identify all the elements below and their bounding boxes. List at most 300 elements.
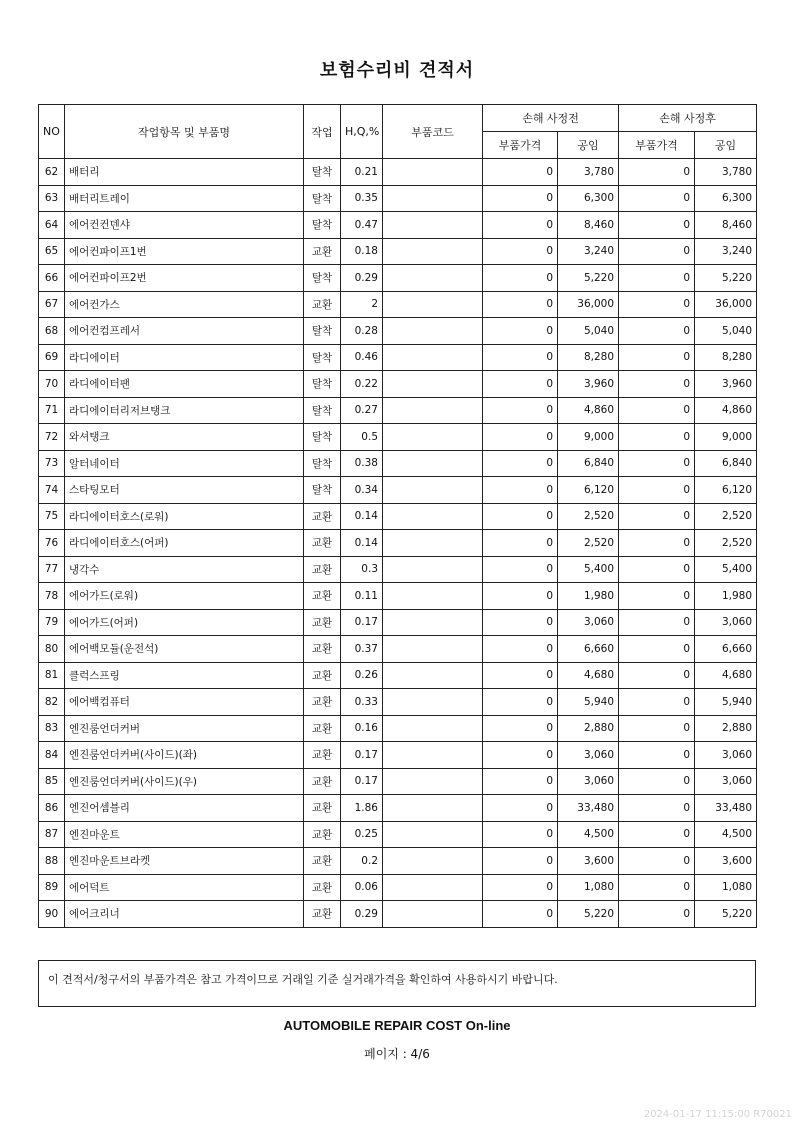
row-no: 67	[39, 291, 65, 318]
before-labor: 6,300	[558, 185, 619, 212]
before-part-price: 0	[483, 503, 558, 530]
after-labor: 1,080	[695, 874, 757, 901]
before-part-price: 0	[483, 344, 558, 371]
after-labor: 3,060	[695, 742, 757, 769]
before-part-price: 0	[483, 742, 558, 769]
item-name: 엔진마운트브라켓	[65, 848, 304, 875]
table-row	[39, 477, 757, 504]
before-part-price: 0	[483, 848, 558, 875]
item-name: 라디에이터호스(로워)	[65, 503, 304, 530]
before-part-price: 0	[483, 265, 558, 292]
table-row	[39, 609, 757, 636]
hq-value: 0.3	[341, 556, 383, 583]
item-name: 엔진어셈블리	[65, 795, 304, 822]
row-no: 75	[39, 503, 65, 530]
part-code	[383, 821, 483, 848]
before-labor: 5,940	[558, 689, 619, 716]
table-row	[39, 291, 757, 318]
table-row	[39, 848, 757, 875]
before-part-price: 0	[483, 768, 558, 795]
hq-value: 0.5	[341, 424, 383, 451]
part-code	[383, 530, 483, 557]
table-row	[39, 874, 757, 901]
work-type: 교환	[304, 609, 341, 636]
after-part-price: 0	[619, 662, 695, 689]
part-code	[383, 238, 483, 265]
work-type: 교환	[304, 874, 341, 901]
work-type: 탈착	[304, 318, 341, 345]
before-part-price: 0	[483, 583, 558, 610]
before-labor: 6,660	[558, 636, 619, 663]
work-type: 교환	[304, 503, 341, 530]
before-part-price: 0	[483, 159, 558, 186]
item-name: 엔진룸언더커버(사이드)(우)	[65, 768, 304, 795]
before-labor: 33,480	[558, 795, 619, 822]
table-row	[39, 636, 757, 663]
hq-value: 0.18	[341, 238, 383, 265]
table-row	[39, 768, 757, 795]
before-labor: 3,060	[558, 609, 619, 636]
before-part-price: 0	[483, 874, 558, 901]
item-name: 엔진룸언더커버(사이드)(좌)	[65, 742, 304, 769]
after-part-price: 0	[619, 848, 695, 875]
before-labor: 3,060	[558, 768, 619, 795]
after-part-price: 0	[619, 583, 695, 610]
after-labor: 3,780	[695, 159, 757, 186]
row-no: 82	[39, 689, 65, 716]
part-code	[383, 715, 483, 742]
item-name: 엔진룸언더커버	[65, 715, 304, 742]
part-code	[383, 874, 483, 901]
row-no: 70	[39, 371, 65, 398]
before-part-price: 0	[483, 450, 558, 477]
row-no: 65	[39, 238, 65, 265]
hq-value: 0.17	[341, 768, 383, 795]
before-labor: 2,520	[558, 530, 619, 557]
hq-value: 0.26	[341, 662, 383, 689]
after-labor: 3,060	[695, 609, 757, 636]
part-code	[383, 371, 483, 398]
row-no: 63	[39, 185, 65, 212]
after-labor: 5,400	[695, 556, 757, 583]
before-labor: 8,460	[558, 212, 619, 239]
part-code	[383, 609, 483, 636]
work-type: 교환	[304, 768, 341, 795]
before-labor: 5,400	[558, 556, 619, 583]
after-labor: 3,060	[695, 768, 757, 795]
item-name: 알터네이터	[65, 450, 304, 477]
before-part-price: 0	[483, 212, 558, 239]
after-part-price: 0	[619, 397, 695, 424]
table-row	[39, 689, 757, 716]
table-row	[39, 503, 757, 530]
before-part-price: 0	[483, 795, 558, 822]
part-code	[383, 265, 483, 292]
row-no: 62	[39, 159, 65, 186]
before-part-price: 0	[483, 424, 558, 451]
item-name: 라디에이터팬	[65, 371, 304, 398]
table-row	[39, 450, 757, 477]
part-code	[383, 636, 483, 663]
before-part-price: 0	[483, 371, 558, 398]
table-row	[39, 583, 757, 610]
table-row	[39, 821, 757, 848]
after-part-price: 0	[619, 185, 695, 212]
part-code	[383, 397, 483, 424]
before-labor: 2,520	[558, 503, 619, 530]
header-work: 작업	[304, 105, 341, 159]
table-row	[39, 795, 757, 822]
before-part-price: 0	[483, 318, 558, 345]
before-part-price: 0	[483, 821, 558, 848]
before-labor: 1,080	[558, 874, 619, 901]
table-row	[39, 265, 757, 292]
before-part-price: 0	[483, 609, 558, 636]
hq-value: 0.11	[341, 583, 383, 610]
hq-value: 2	[341, 291, 383, 318]
work-type: 탈착	[304, 265, 341, 292]
hq-value: 0.38	[341, 450, 383, 477]
hq-value: 0.47	[341, 212, 383, 239]
hq-value: 0.14	[341, 503, 383, 530]
document-title: 보험수리비 견적서	[319, 60, 475, 81]
after-labor: 6,660	[695, 636, 757, 663]
part-code	[383, 424, 483, 451]
after-labor: 3,240	[695, 238, 757, 265]
before-part-price: 0	[483, 397, 558, 424]
work-type: 탈착	[304, 397, 341, 424]
after-labor: 3,600	[695, 848, 757, 875]
part-code	[383, 795, 483, 822]
work-type: 교환	[304, 689, 341, 716]
table-row	[39, 185, 757, 212]
notice-box	[38, 960, 756, 1007]
row-no: 68	[39, 318, 65, 345]
table-row	[39, 159, 757, 186]
after-part-price: 0	[619, 742, 695, 769]
hq-value: 0.28	[341, 318, 383, 345]
work-type: 탈착	[304, 212, 341, 239]
table-row	[39, 424, 757, 451]
row-no: 88	[39, 848, 65, 875]
before-part-price: 0	[483, 636, 558, 663]
before-labor: 6,120	[558, 477, 619, 504]
hq-value: 0.14	[341, 530, 383, 557]
work-type: 교환	[304, 556, 341, 583]
after-part-price: 0	[619, 291, 695, 318]
before-labor: 5,040	[558, 318, 619, 345]
part-code	[383, 742, 483, 769]
after-part-price: 0	[619, 265, 695, 292]
part-code	[383, 556, 483, 583]
item-name: 스타팅모터	[65, 477, 304, 504]
after-labor: 5,940	[695, 689, 757, 716]
header-before-labor: 공임	[558, 132, 619, 159]
after-labor: 6,120	[695, 477, 757, 504]
work-type: 교환	[304, 795, 341, 822]
item-name: 에어컨가스	[65, 291, 304, 318]
brand-footer: AUTOMOBILE REPAIR COST On-line	[283, 1018, 511, 1033]
work-type: 교환	[304, 901, 341, 928]
work-type: 교환	[304, 530, 341, 557]
after-part-price: 0	[619, 450, 695, 477]
item-name: 에어가드(로워)	[65, 583, 304, 610]
item-name: 에어가드(어퍼)	[65, 609, 304, 636]
before-labor: 3,240	[558, 238, 619, 265]
part-code	[383, 503, 483, 530]
header-before-part-price: 부품가격	[483, 132, 558, 159]
header-before-assessment: 손해 사정전	[483, 105, 619, 132]
before-part-price: 0	[483, 901, 558, 928]
item-name: 에어덕트	[65, 874, 304, 901]
after-labor: 3,960	[695, 371, 757, 398]
item-name: 라디에이터호스(어퍼)	[65, 530, 304, 557]
notice-text: 이 견적서/청구서의 부품가격은 참고 가격이므로 거래일 기준 실거래가격을 확인하여 사용하시기 바랍니다.	[48, 973, 558, 986]
after-labor: 2,880	[695, 715, 757, 742]
row-no: 69	[39, 344, 65, 371]
row-no: 86	[39, 795, 65, 822]
hq-value: 0.33	[341, 689, 383, 716]
item-name: 에어컨컴프레서	[65, 318, 304, 345]
row-no: 72	[39, 424, 65, 451]
table-row	[39, 901, 757, 928]
work-type: 탈착	[304, 450, 341, 477]
item-name: 라디에이터	[65, 344, 304, 371]
before-labor: 6,840	[558, 450, 619, 477]
hq-value: 0.21	[341, 159, 383, 186]
part-code	[383, 344, 483, 371]
work-type: 탈착	[304, 344, 341, 371]
header-after-part-price: 부품가격	[619, 132, 695, 159]
table-row	[39, 662, 757, 689]
hq-value: 0.27	[341, 397, 383, 424]
item-name: 배터리	[65, 159, 304, 186]
after-part-price: 0	[619, 636, 695, 663]
item-name: 클럭스프링	[65, 662, 304, 689]
part-code	[383, 291, 483, 318]
before-part-price: 0	[483, 530, 558, 557]
after-part-price: 0	[619, 503, 695, 530]
work-type: 교환	[304, 583, 341, 610]
table-row	[39, 212, 757, 239]
after-labor: 5,220	[695, 265, 757, 292]
after-part-price: 0	[619, 768, 695, 795]
after-part-price: 0	[619, 424, 695, 451]
work-type: 탈착	[304, 371, 341, 398]
row-no: 90	[39, 901, 65, 928]
after-labor: 4,500	[695, 821, 757, 848]
before-labor: 3,960	[558, 371, 619, 398]
part-code	[383, 318, 483, 345]
hq-value: 0.25	[341, 821, 383, 848]
hq-value: 0.17	[341, 609, 383, 636]
item-name: 에어컨컨덴샤	[65, 212, 304, 239]
row-no: 84	[39, 742, 65, 769]
after-labor: 9,000	[695, 424, 757, 451]
hq-value: 0.22	[341, 371, 383, 398]
after-part-price: 0	[619, 371, 695, 398]
header-no: NO	[39, 105, 65, 159]
item-name: 에어컨파이프2번	[65, 265, 304, 292]
after-part-price: 0	[619, 238, 695, 265]
table-row	[39, 371, 757, 398]
part-code	[383, 901, 483, 928]
part-code	[383, 450, 483, 477]
work-type: 교환	[304, 238, 341, 265]
row-no: 79	[39, 609, 65, 636]
after-labor: 1,980	[695, 583, 757, 610]
part-code	[383, 159, 483, 186]
before-part-price: 0	[483, 185, 558, 212]
item-name: 에어컨파이프1번	[65, 238, 304, 265]
row-no: 80	[39, 636, 65, 663]
after-labor: 4,680	[695, 662, 757, 689]
hq-value: 1.86	[341, 795, 383, 822]
table-row	[39, 344, 757, 371]
after-part-price: 0	[619, 159, 695, 186]
table-row	[39, 556, 757, 583]
item-name: 라디에이터리저브탱크	[65, 397, 304, 424]
before-labor: 9,000	[558, 424, 619, 451]
estimate-table	[38, 104, 757, 928]
item-name: 엔진마운트	[65, 821, 304, 848]
after-labor: 5,040	[695, 318, 757, 345]
before-labor: 8,280	[558, 344, 619, 371]
hq-value: 0.35	[341, 185, 383, 212]
header-after-assessment: 손해 사정후	[619, 105, 757, 132]
part-code	[383, 477, 483, 504]
work-type: 탈착	[304, 159, 341, 186]
table-row	[39, 742, 757, 769]
row-no: 71	[39, 397, 65, 424]
hq-value: 0.29	[341, 901, 383, 928]
table-row	[39, 238, 757, 265]
before-labor: 1,980	[558, 583, 619, 610]
header-item: 작업항목 및 부품명	[65, 105, 304, 159]
after-labor: 5,220	[695, 901, 757, 928]
after-part-price: 0	[619, 689, 695, 716]
part-code	[383, 185, 483, 212]
row-no: 74	[39, 477, 65, 504]
hq-value: 0.17	[341, 742, 383, 769]
after-labor: 2,520	[695, 530, 757, 557]
after-part-price: 0	[619, 901, 695, 928]
before-labor: 2,880	[558, 715, 619, 742]
before-labor: 3,060	[558, 742, 619, 769]
table-row	[39, 397, 757, 424]
work-type: 교환	[304, 662, 341, 689]
part-code	[383, 583, 483, 610]
before-labor: 3,600	[558, 848, 619, 875]
part-code	[383, 768, 483, 795]
after-labor: 8,460	[695, 212, 757, 239]
item-name: 에어백컴퓨터	[65, 689, 304, 716]
work-type: 교환	[304, 742, 341, 769]
row-no: 83	[39, 715, 65, 742]
before-labor: 36,000	[558, 291, 619, 318]
after-labor: 6,300	[695, 185, 757, 212]
after-part-price: 0	[619, 821, 695, 848]
after-labor: 8,280	[695, 344, 757, 371]
hq-value: 0.29	[341, 265, 383, 292]
work-type: 교환	[304, 715, 341, 742]
before-labor: 4,500	[558, 821, 619, 848]
work-type: 교환	[304, 821, 341, 848]
after-labor: 2,520	[695, 503, 757, 530]
work-type: 교환	[304, 291, 341, 318]
work-type: 탈착	[304, 477, 341, 504]
hq-value: 0.16	[341, 715, 383, 742]
part-code	[383, 848, 483, 875]
header-after-labor: 공임	[695, 132, 757, 159]
before-part-price: 0	[483, 715, 558, 742]
after-labor: 33,480	[695, 795, 757, 822]
before-part-price: 0	[483, 556, 558, 583]
before-part-price: 0	[483, 291, 558, 318]
row-no: 66	[39, 265, 65, 292]
item-name: 와셔탱크	[65, 424, 304, 451]
after-part-price: 0	[619, 344, 695, 371]
hq-value: 0.34	[341, 477, 383, 504]
item-name: 에어백모듈(운전석)	[65, 636, 304, 663]
header-hq: H,Q,%	[341, 105, 383, 159]
after-part-price: 0	[619, 795, 695, 822]
print-timestamp: 2024-01-17 11:15:00 R70021	[643, 1109, 792, 1120]
row-no: 76	[39, 530, 65, 557]
before-part-price: 0	[483, 238, 558, 265]
part-code	[383, 212, 483, 239]
before-labor: 5,220	[558, 265, 619, 292]
after-part-price: 0	[619, 556, 695, 583]
item-name: 냉각수	[65, 556, 304, 583]
row-no: 81	[39, 662, 65, 689]
hq-value: 0.37	[341, 636, 383, 663]
row-no: 64	[39, 212, 65, 239]
row-no: 73	[39, 450, 65, 477]
before-labor: 3,780	[558, 159, 619, 186]
after-part-price: 0	[619, 874, 695, 901]
hq-value: 0.2	[341, 848, 383, 875]
row-no: 89	[39, 874, 65, 901]
after-part-price: 0	[619, 318, 695, 345]
part-code	[383, 689, 483, 716]
page-indicator: 페이지 : 4/6	[364, 1047, 430, 1061]
work-type: 탈착	[304, 185, 341, 212]
before-labor: 5,220	[558, 901, 619, 928]
before-part-price: 0	[483, 662, 558, 689]
after-part-price: 0	[619, 212, 695, 239]
item-name: 배터리트레이	[65, 185, 304, 212]
hq-value: 0.06	[341, 874, 383, 901]
after-part-price: 0	[619, 609, 695, 636]
row-no: 87	[39, 821, 65, 848]
after-labor: 4,860	[695, 397, 757, 424]
after-labor: 36,000	[695, 291, 757, 318]
row-no: 85	[39, 768, 65, 795]
work-type: 탈착	[304, 424, 341, 451]
table-row	[39, 318, 757, 345]
after-part-price: 0	[619, 477, 695, 504]
table-row	[39, 530, 757, 557]
after-part-price: 0	[619, 715, 695, 742]
work-type: 교환	[304, 848, 341, 875]
table-row	[39, 715, 757, 742]
after-part-price: 0	[619, 530, 695, 557]
hq-value: 0.46	[341, 344, 383, 371]
row-no: 78	[39, 583, 65, 610]
item-name: 에어크리너	[65, 901, 304, 928]
before-labor: 4,680	[558, 662, 619, 689]
